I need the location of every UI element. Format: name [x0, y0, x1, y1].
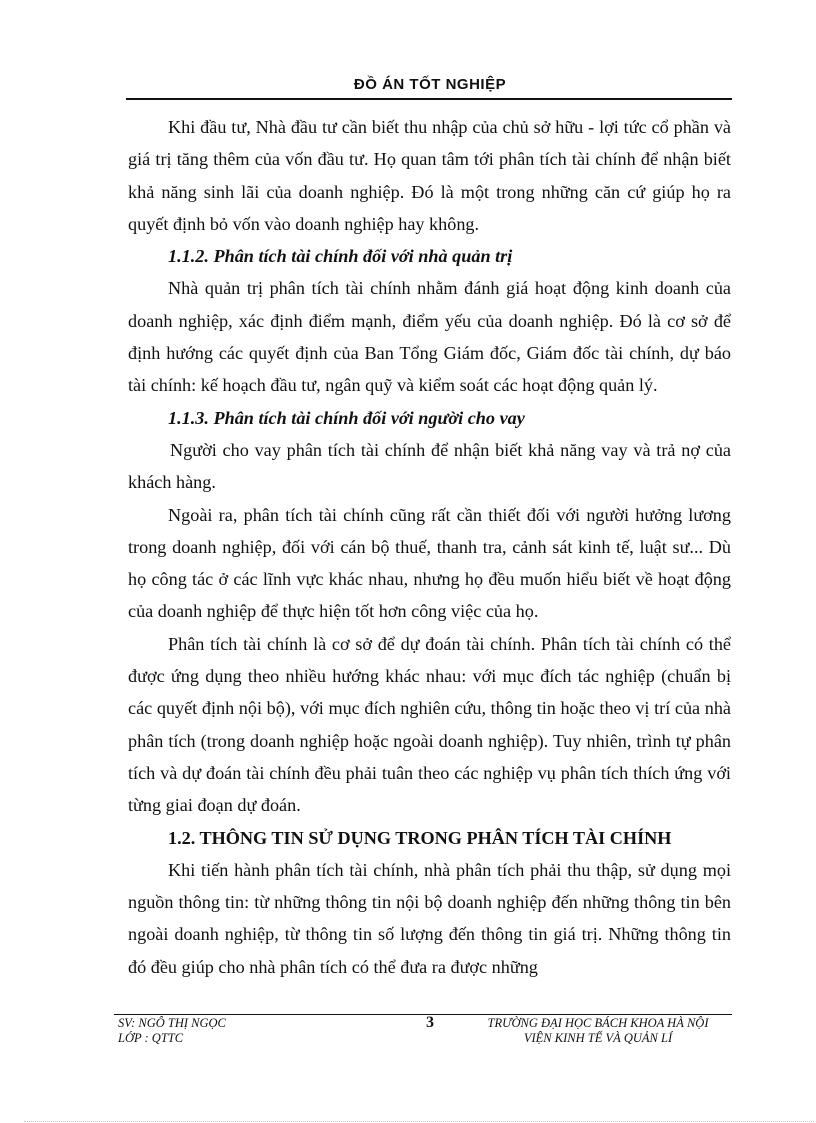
- footer-student-name: SV: NGÔ THỊ NGỌC: [118, 1016, 226, 1030]
- heading-1-1-2: 1.1.2. Phân tích tài chính đối với nhà quản trị: [168, 246, 513, 267]
- paragraph-information: Khi tiến hành phân tích tài chính, nhà phân tích phải thu thập, sử dụng mọi nguồn thông tin: từ những thông tin nội bộ doanh nghiệp đến những thông tin bên ngoài doanh nghiệp, từ thông tin số lượng đến thông tin giá trị. Những thông tin đó đều giúp cho nhà phân tích có thể đưa ra được những: [128, 859, 731, 977]
- page-body: [128, 111, 731, 983]
- paragraph-others: Ngoài ra, phân tích tài chính cũng rất cần thiết đối với người hưởng lương trong doanh nghiệp, đối với cán bộ thuế, thanh tra, cảnh sát kinh tế, luật sư... Dù họ công tác ở các lĩnh vực khác nhau, nhưng họ đều muốn hiểu biết về hoạt động của doanh nghiệp để thực hiện tốt hơn công việc của họ.: [128, 504, 731, 622]
- paragraph-investors: Khi đầu tư, Nhà đầu tư cần biết thu nhập của chủ sở hữu - lợi tức cổ phần và giá trị tăng thêm của vốn đầu tư. Họ quan tâm tới phân tích tài chính để nhận biết khả năng sinh lãi của doanh nghiệp. Đó là một trong những căn cứ giúp họ ra quyết định bỏ vốn vào doanh nghiệp hay không.: [128, 117, 731, 234]
- footer-institute: VIỆN KINH TẾ VÀ QUẢN LÍ: [523, 1031, 673, 1045]
- heading-1-2: 1.2. THÔNG TIN SỬ DỤNG TRONG PHÂN TÍCH TÀI CHÍNH: [168, 827, 672, 848]
- footer-school-info: [464, 1016, 732, 1046]
- page-bottom-edge: [24, 1121, 814, 1122]
- footer-school: TRƯỜNG ĐẠI HỌC BÁCH KHOA HÀ NỘI: [487, 1016, 709, 1030]
- page-number: 3: [426, 1014, 434, 1031]
- heading-1-1-3: 1.1.3. Phân tích tài chính đối với người cho vay: [168, 407, 525, 428]
- paragraph-managers: Nhà quản trị phân tích tài chính nhằm đánh giá hoạt động kinh doanh của doanh nghiệp, xác định điểm mạnh, điểm yếu của doanh nghiệp. Đó là cơ sở để định hướng các quyết định của Ban Tổng Giám đốc, Giám đốc tài chính, dự báo tài chính: kế hoạch đầu tư, ngân quỹ và kiểm soát các hoạt động quản lý.: [128, 278, 731, 396]
- paragraph-forecast: Phân tích tài chính là cơ sở để dự đoán tài chính. Phân tích tài chính có thể được ứng dụng theo nhiều hướng khác nhau: với mục đích tác nghiệp (chuẩn bị các quyết định nội bộ), với mục đích nghiên cứu, thông tin hoặc theo vị trí của nhà phân tích (trong doanh nghiệp hoặc ngoài doanh nghiệp). Tuy nhiên, trình tự phân tích và dự đoán tài chính đều phải tuân theo các nghiệp vụ phân tích thích ứng với từng giai đoạn dự đoán.: [128, 633, 731, 816]
- page-header-title: ĐỒ ÁN TỐT NGHIỆP: [353, 76, 507, 93]
- footer-student-info: [118, 1016, 226, 1046]
- header-divider: [126, 98, 732, 100]
- footer-class: LỚP : QTTC: [118, 1031, 184, 1045]
- paragraph-lenders: Người cho vay phân tích tài chính để nhận biết khả năng vay và trả nợ của khách hàng.: [128, 439, 731, 493]
